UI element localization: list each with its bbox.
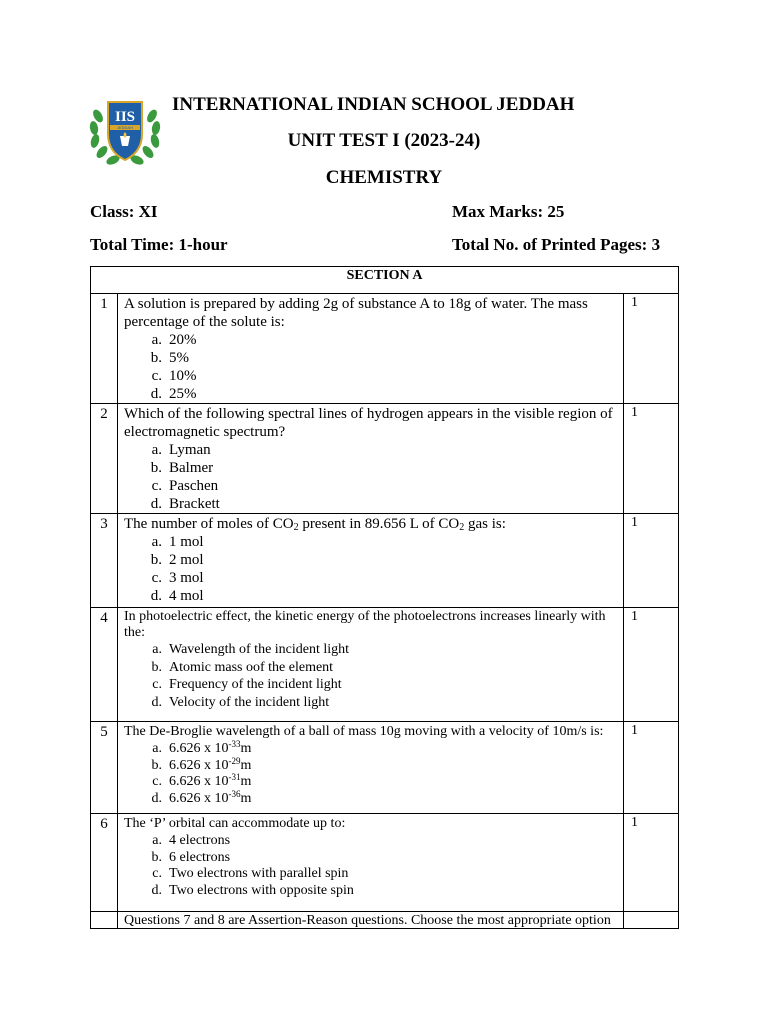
question-row <box>91 404 679 514</box>
question-marks: 1 <box>624 404 679 514</box>
question-row <box>91 514 679 608</box>
option: b. 6.626 x $10^{-29}m$ <box>151 755 252 773</box>
option: b. 6 electrons <box>151 849 231 865</box>
question-content <box>118 404 624 514</box>
option: a. 6.626 x $10^{-33}m$ <box>152 739 252 756</box>
question-number: 3 <box>91 514 118 608</box>
option: b. 5% <box>150 350 189 366</box>
question-text: The ‘P’ orbital can accommodate up to: <box>124 816 346 831</box>
option: b. Balmer <box>150 460 214 476</box>
question-number: 6 <box>91 814 118 912</box>
option-list <box>124 331 617 403</box>
option: d. Brackett <box>150 496 220 512</box>
option: a. 1 mol <box>151 534 204 550</box>
question-text: The De-Broglie wavelength of a ball of mass 10g moving with a velocity of 10m/s is: <box>124 724 604 739</box>
option-list <box>124 741 617 807</box>
question-marks: 1 <box>624 814 679 912</box>
option-list <box>124 533 617 605</box>
question-text: The number of moles of $CO_2$ present in 89.656 L of $CO_2$ gas is: <box>124 516 506 533</box>
option: b. Atomic mass oof the element <box>151 659 334 675</box>
logo-text: IIS <box>114 109 136 125</box>
question-number: 4 <box>91 608 118 722</box>
question-marks: 1 <box>624 514 679 608</box>
question-marks: 1 <box>624 608 679 722</box>
option: c. Two electrons with parallel spin <box>152 866 349 881</box>
question-content <box>118 608 624 722</box>
question-row <box>91 608 679 722</box>
option: d. Two electrons with opposite spin <box>151 882 354 898</box>
option: d. Velocity of the incident light <box>151 694 330 710</box>
option: d. 4 mol <box>150 588 204 604</box>
option: c. 6.626 x $10^{-31}m$ <box>152 772 252 789</box>
total-time: Total Time: 1-hour <box>90 235 228 254</box>
question-marks: 1 <box>624 722 679 814</box>
option: c. 3 mol <box>151 570 204 586</box>
question-content <box>118 514 624 608</box>
instruction-text: Questions 7 and 8 are Assertion-Reason questions. Choose the most appropriate option <box>118 912 624 929</box>
option: a. 4 electrons <box>152 833 231 848</box>
question-number: 5 <box>91 722 118 814</box>
option: c. Frequency of the incident light <box>152 677 342 692</box>
question-row <box>91 814 679 912</box>
printed-pages: Total No. of Printed Pages: 3 <box>452 235 661 254</box>
option-list <box>124 441 617 513</box>
option: c. Paschen <box>151 478 219 494</box>
instruction-row <box>91 912 679 929</box>
test-title: UNIT TEST I (2023-24) <box>287 130 481 151</box>
option: c. 10% <box>151 368 197 384</box>
option-list <box>124 641 617 711</box>
option: d. 25% <box>150 386 197 402</box>
question-row <box>91 294 679 404</box>
question-marks: 1 <box>624 294 679 404</box>
option-list <box>124 833 617 899</box>
question-text: In photoelectric effect, the kinetic energy of the photoelectrons increases linearly with the: <box>124 609 606 640</box>
option: d. 6.626 x $10^{-36}m$ <box>151 788 252 806</box>
class-label: Class: XI <box>90 202 158 221</box>
max-marks: Max Marks: 25 <box>452 202 565 221</box>
question-content <box>118 294 624 404</box>
option: a. Wavelength of the incident light <box>152 642 350 657</box>
question-table <box>90 266 679 929</box>
section-header-row <box>91 267 679 294</box>
question-text: A solution is prepared by adding 2g of substance A to 18g of water. The mass percentage of the solute is: <box>124 296 588 330</box>
subject-title: CHEMISTRY <box>325 167 443 188</box>
school-name: INTERNATIONAL INDIAN SCHOOL JEDDAH <box>172 94 575 115</box>
question-number: 1 <box>91 294 118 404</box>
svg-text:JEDDAH: JEDDAH <box>116 125 134 131</box>
question-row <box>91 722 679 814</box>
question-text: Which of the following spectral lines of hydrogen appears in the visible region of electromagnetic spectrum? <box>124 406 613 440</box>
question-content <box>118 814 624 912</box>
option: a. 20% <box>151 332 197 348</box>
question-number: 2 <box>91 404 118 514</box>
option: a. Lyman <box>151 442 211 458</box>
question-content <box>118 722 624 814</box>
section-title: SECTION A <box>91 267 679 294</box>
option: b. 2 mol <box>150 552 204 568</box>
